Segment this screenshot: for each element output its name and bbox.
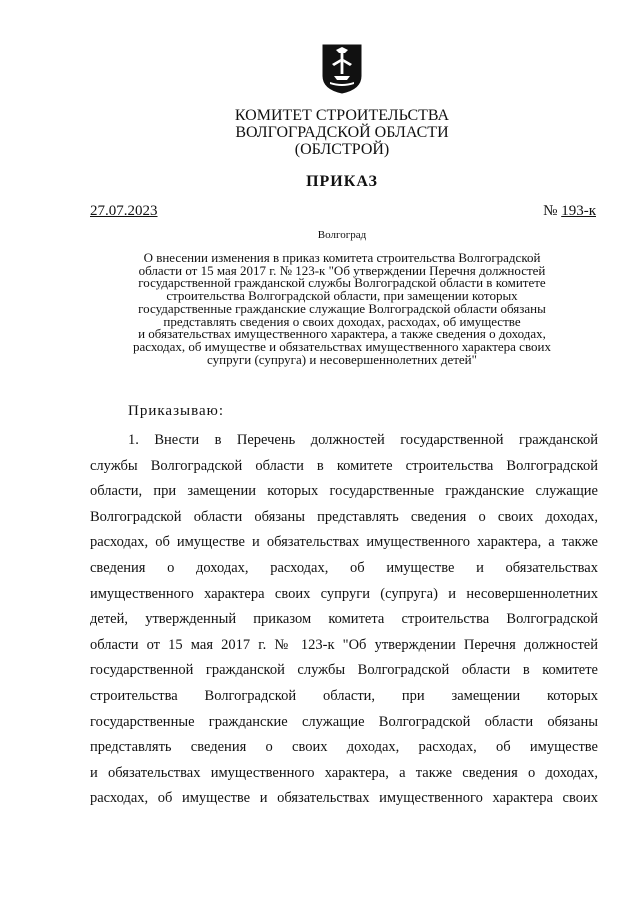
volgograd-coat-of-arms-icon [322,44,362,94]
body-line: службы Волгоградской области в комитете строительства Волгоградской [90,457,598,474]
body-line: государственной гражданской службы Волгоградской области в комитете [90,662,598,679]
body-line: детей, утвержденный приказом комитета строительства Волгоградской [90,611,598,628]
city-name: Волгоград [317,229,367,241]
subject-line: государственные гражданские служащие Волгоградской области обязаны [138,300,546,316]
organization-name [0,107,640,158]
body-line: строительства Волгоградской области, при замещении которых [90,687,598,704]
body-line: государственные гражданские служащие Волгоградской области обязаны [90,713,598,730]
subject-line: и обязательствах имущественного характера, а также сведения о доходах, [138,326,546,342]
body-line: и обязательствах имущественного характера, а также сведения о доходах, [90,764,598,781]
order-title: ПРИКАЗ [306,173,378,190]
order-number [543,203,596,220]
body-line: области от 15 мая 2017 г. № 123-к "Об утверждении Перечня должностей [90,636,598,653]
order-subject [0,252,640,366]
body-line: представлять сведения о своих доходах, расходах, об имуществе [90,739,598,756]
org-line: КОМИТЕТ СТРОИТЕЛЬСТВА [234,107,450,124]
subject-line: представлять сведения о своих доходах, расходах, об имуществе [163,313,521,329]
subject-line: государственной гражданской службы Волгоградской области в комитете [138,275,546,291]
body-line: области, при замещении которых государственные гражданские служащие [90,483,598,500]
subject-line: расходах, об имуществе и обязательствах имущественного характера своих [133,338,551,354]
subject-line: супруги (супруга) и несовершеннолетних детей" [207,351,477,367]
order-date: 27.07.2023 [90,203,158,219]
subject-line: строительства Волгоградской области, при замещении которых [166,288,518,304]
order-body [90,428,598,812]
org-line: ВОЛГОГРАДСКОЙ ОБЛАСТИ [235,124,449,141]
body-line: расходах, об имуществе и обязательствах имущественного характера своих [90,790,598,807]
subject-line: области от 15 мая 2017 г. № 123-к "Об утверждении Перечня должностей [138,262,546,278]
body-line: 1. Внести в Перечень должностей государственной гражданской [128,432,598,448]
body-line: Волгоградской области обязаны представлять сведения о своих доходах, [90,508,598,525]
body-line: расходах, об имуществе и обязательствах имущественного характера, а также [90,534,598,551]
org-line: (ОБЛСТРОЙ) [294,141,390,158]
number-prefix: № [543,203,562,219]
number-value: 193-к [561,203,596,219]
order-directive: Приказываю: [128,403,224,419]
body-line: имущественного характера своих супруги (супруга) и несовершеннолетних [90,585,598,602]
body-line: сведения о доходах, расходах, об имуществе и обязательствах [90,559,598,576]
subject-line: О внесении изменения в приказ комитета строительства Волгоградской [143,250,541,265]
